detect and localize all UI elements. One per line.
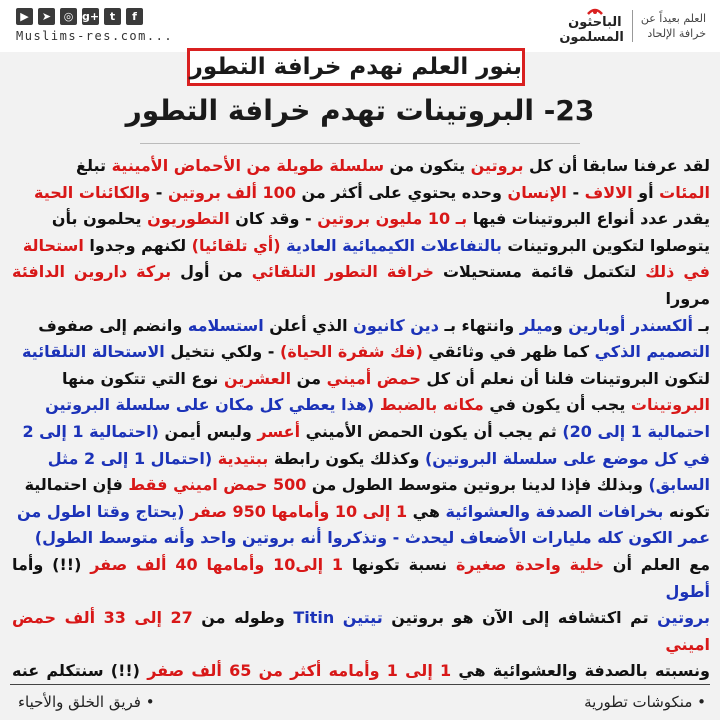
logo xyxy=(559,6,624,46)
highlight-red: بروتين xyxy=(470,156,524,175)
highlight-red: التطوريون xyxy=(147,209,230,229)
body-text: يتوصلوا لتكوين البروتينات xyxy=(501,235,710,255)
body-text: وبذلك فإذا لدينا بروتين متوسط الطول من xyxy=(306,475,649,495)
body-text: - وقد كان xyxy=(229,209,318,229)
body-line xyxy=(12,472,710,499)
site-url[interactable]: Muslims-res.com... xyxy=(16,29,174,43)
highlight-blue: السابق) xyxy=(648,475,710,495)
instagram-icon[interactable]: ◎ xyxy=(60,8,77,25)
footer-category: • منكوشات تطورية xyxy=(584,693,706,711)
body-line xyxy=(12,339,710,366)
highlight-blue: بخرافات الصدفة والعشوائية xyxy=(445,501,664,521)
footer-divider xyxy=(10,684,710,685)
highlight-red: الالاف xyxy=(584,182,633,202)
highlight-red: 27 إلى 33 ألف حمض اميني xyxy=(12,608,710,654)
body-text: نسبة تكونها xyxy=(343,554,456,574)
body-text: مرورا xyxy=(665,288,710,308)
highlight-blue: ميلر xyxy=(519,315,553,335)
highlight-red: الإنسان xyxy=(507,182,567,202)
body-text: لقد عرفنا سابقا أن كل xyxy=(523,156,710,175)
slogan xyxy=(641,11,706,41)
body-line xyxy=(12,153,710,180)
body-text: يحلمون بأن xyxy=(51,209,148,229)
body-line xyxy=(12,658,710,681)
body-text: وكذلك يكون رابطة xyxy=(268,448,425,468)
highlight-blue: الاستحالة التلقائية xyxy=(21,342,165,362)
highlight-blue: استسلامه xyxy=(187,315,264,335)
highlight-blue: (احتمالية 1 إلى 2 xyxy=(22,421,159,441)
highlight-red: العشرين xyxy=(223,368,292,388)
body-line xyxy=(12,525,710,552)
body-text: وليس أيمن xyxy=(158,421,258,441)
highlight-blue: بروتين xyxy=(657,608,710,628)
body-text: فإن احتمالية xyxy=(24,475,129,495)
highlight-blue: (هذا يعطي كل مكان على سلسلة البروتين xyxy=(45,395,375,415)
body-line xyxy=(12,259,710,312)
body-line xyxy=(12,180,710,207)
social-icons xyxy=(16,8,143,25)
body-text: وطوله من xyxy=(192,608,294,628)
highlight-blue: تيتين Titin xyxy=(293,608,383,628)
body-text: يجب أن يكون في xyxy=(483,395,631,415)
highlight-red: بركة داروين الدافئة xyxy=(12,262,172,282)
highlight-red: 1 إلى10 وأمامها 40 ألف صفر xyxy=(90,554,344,574)
body-text: أو xyxy=(632,182,660,202)
highlight-red: خرافة التطور التلقائي xyxy=(251,262,434,282)
brand xyxy=(559,6,706,46)
body-line xyxy=(12,313,710,340)
logo-line1: الباحثون xyxy=(568,15,622,30)
youtube-icon[interactable]: ▶ xyxy=(16,8,33,25)
brand-divider xyxy=(632,10,633,42)
highlight-blue: دين كانيون xyxy=(353,315,439,335)
body-line xyxy=(12,446,710,473)
body-text: من أول xyxy=(171,262,252,282)
google-plus-icon[interactable]: g+ xyxy=(82,10,100,23)
highlight-red: مكانه بالضبط xyxy=(379,395,484,415)
body-text: و xyxy=(552,315,569,335)
body-text: يتكون من xyxy=(384,156,471,175)
title-divider xyxy=(140,143,580,144)
body-line xyxy=(12,392,710,419)
series-banner: بنور العلم نهدم خرافة التطور xyxy=(187,48,525,86)
body-text: وانضم إلى صفوف xyxy=(38,315,188,335)
body-text: نوع التي تتكون منها xyxy=(61,368,224,388)
body-text: لتكتمل قائمة مستحيلات xyxy=(433,262,646,282)
highlight-blue: (احتمال 1 إلى 2 مثل xyxy=(47,448,213,468)
highlight-blue: احتمالية 1 إلى 20) xyxy=(562,421,710,441)
body-text: بـ xyxy=(692,315,710,335)
body-text: وحده يحتوي على أكثر من xyxy=(295,182,508,202)
highlight-red: 1 إلى 1 وأمامه أكثر من 65 ألف صفر xyxy=(147,661,452,681)
highlight-red: 100 ألف بروتين xyxy=(168,182,296,202)
highlight-red: خلية واحدة صغيرة xyxy=(455,554,604,574)
highlight-blue: أطول xyxy=(665,581,710,601)
telegram-icon[interactable]: ➤ xyxy=(38,8,55,25)
footer xyxy=(0,686,720,720)
body-text: تكونه xyxy=(663,501,710,521)
body-line xyxy=(12,366,710,393)
body-text: مع العلم أن xyxy=(603,554,710,574)
highlight-red: (أي تلقائيا) xyxy=(191,235,281,255)
body-line xyxy=(12,552,710,605)
highlight-red: أعسر xyxy=(257,421,301,441)
body-text: - ولكي نتخيل xyxy=(164,342,280,362)
highlight-blue: التصميم الذكي xyxy=(594,342,710,362)
footer-team: • فريق الخلق والأحياء xyxy=(18,693,155,711)
highlight-red: 1 إلى 10 وأمامها 950 صفر xyxy=(189,501,408,521)
highlight-red: في ذلك xyxy=(645,262,710,282)
body-text: كما ظهر في وثائقي xyxy=(422,342,595,362)
body-text: ونسبته بالصدفة والعشوائية هي xyxy=(451,661,710,681)
highlight-red: البروتينات xyxy=(630,395,710,415)
body-text: (!!) وأما xyxy=(12,554,91,574)
body-text: وانتهاء بـ xyxy=(438,315,520,335)
logo-line2: المسلمون xyxy=(559,30,624,45)
highlight-red: حمض أميني xyxy=(326,368,421,388)
highlight-red: (فك شفرة الحياة) xyxy=(280,342,423,362)
body-line xyxy=(12,206,710,233)
body-line xyxy=(12,419,710,446)
article-body xyxy=(12,153,710,681)
twitter-icon[interactable]: t xyxy=(104,8,121,25)
highlight-blue: في كل موضع على سلسلة البروتين) xyxy=(424,448,710,468)
highlight-red: المئات xyxy=(659,182,710,202)
post-title: 23- البروتينات تهدم خرافة التطور xyxy=(125,94,595,127)
header xyxy=(0,0,720,52)
facebook-icon[interactable]: f xyxy=(126,8,143,25)
highlight-red: والكائنات الحية xyxy=(34,182,151,202)
highlight-blue: (يحتاج وقتا اطول من xyxy=(17,501,185,521)
body-text: ثم يجب أن يكون الحمض الأميني xyxy=(300,421,563,441)
highlight-red: سلسلة طويلة من الأحماض الأمينية xyxy=(111,156,385,175)
slogan-line2: خرافة الإلحاد xyxy=(647,27,706,40)
body-line xyxy=(12,499,710,526)
body-text: الذي أعلن xyxy=(263,315,354,335)
highlight-red: 500 حمض اميني فقط xyxy=(128,475,307,495)
body-text: (!!) سنتكلم عنه xyxy=(12,661,140,681)
body-text: تم اكتشافه إلى الآن هو بروتين xyxy=(382,608,658,628)
slogan-line1: العلم بعيداً عن xyxy=(640,12,706,25)
highlight-red: ببتيدية xyxy=(217,448,269,468)
highlight-blue: ألكسندر أوبارين xyxy=(568,315,693,335)
body-text: - xyxy=(150,182,169,202)
highlight-red: بـ 10 مليون بروتين xyxy=(317,209,468,229)
highlight-red: استحالة xyxy=(22,235,84,255)
body-text: تبلغ xyxy=(76,156,112,175)
body-text: لتكون البروتينات فلنا أن نعلم أن كل xyxy=(420,368,710,388)
body-text: يقدر عدد أنواع البروتينات فيها xyxy=(467,209,710,229)
highlight-blue: عمر الكون كله مليارات الأضعاف ليحدث - وتذكروا أنه بروتين واحد وأنه متوسط الطول) xyxy=(34,528,710,548)
body-text: لكنهم وجدوا xyxy=(83,235,192,255)
highlight-blue: بالتفاعلات الكيميائية العادية xyxy=(286,235,502,255)
body-line xyxy=(12,605,710,658)
body-text: من xyxy=(291,368,327,388)
body-text: - xyxy=(566,182,585,202)
body-line xyxy=(12,233,710,260)
body-text: هي xyxy=(407,501,446,521)
